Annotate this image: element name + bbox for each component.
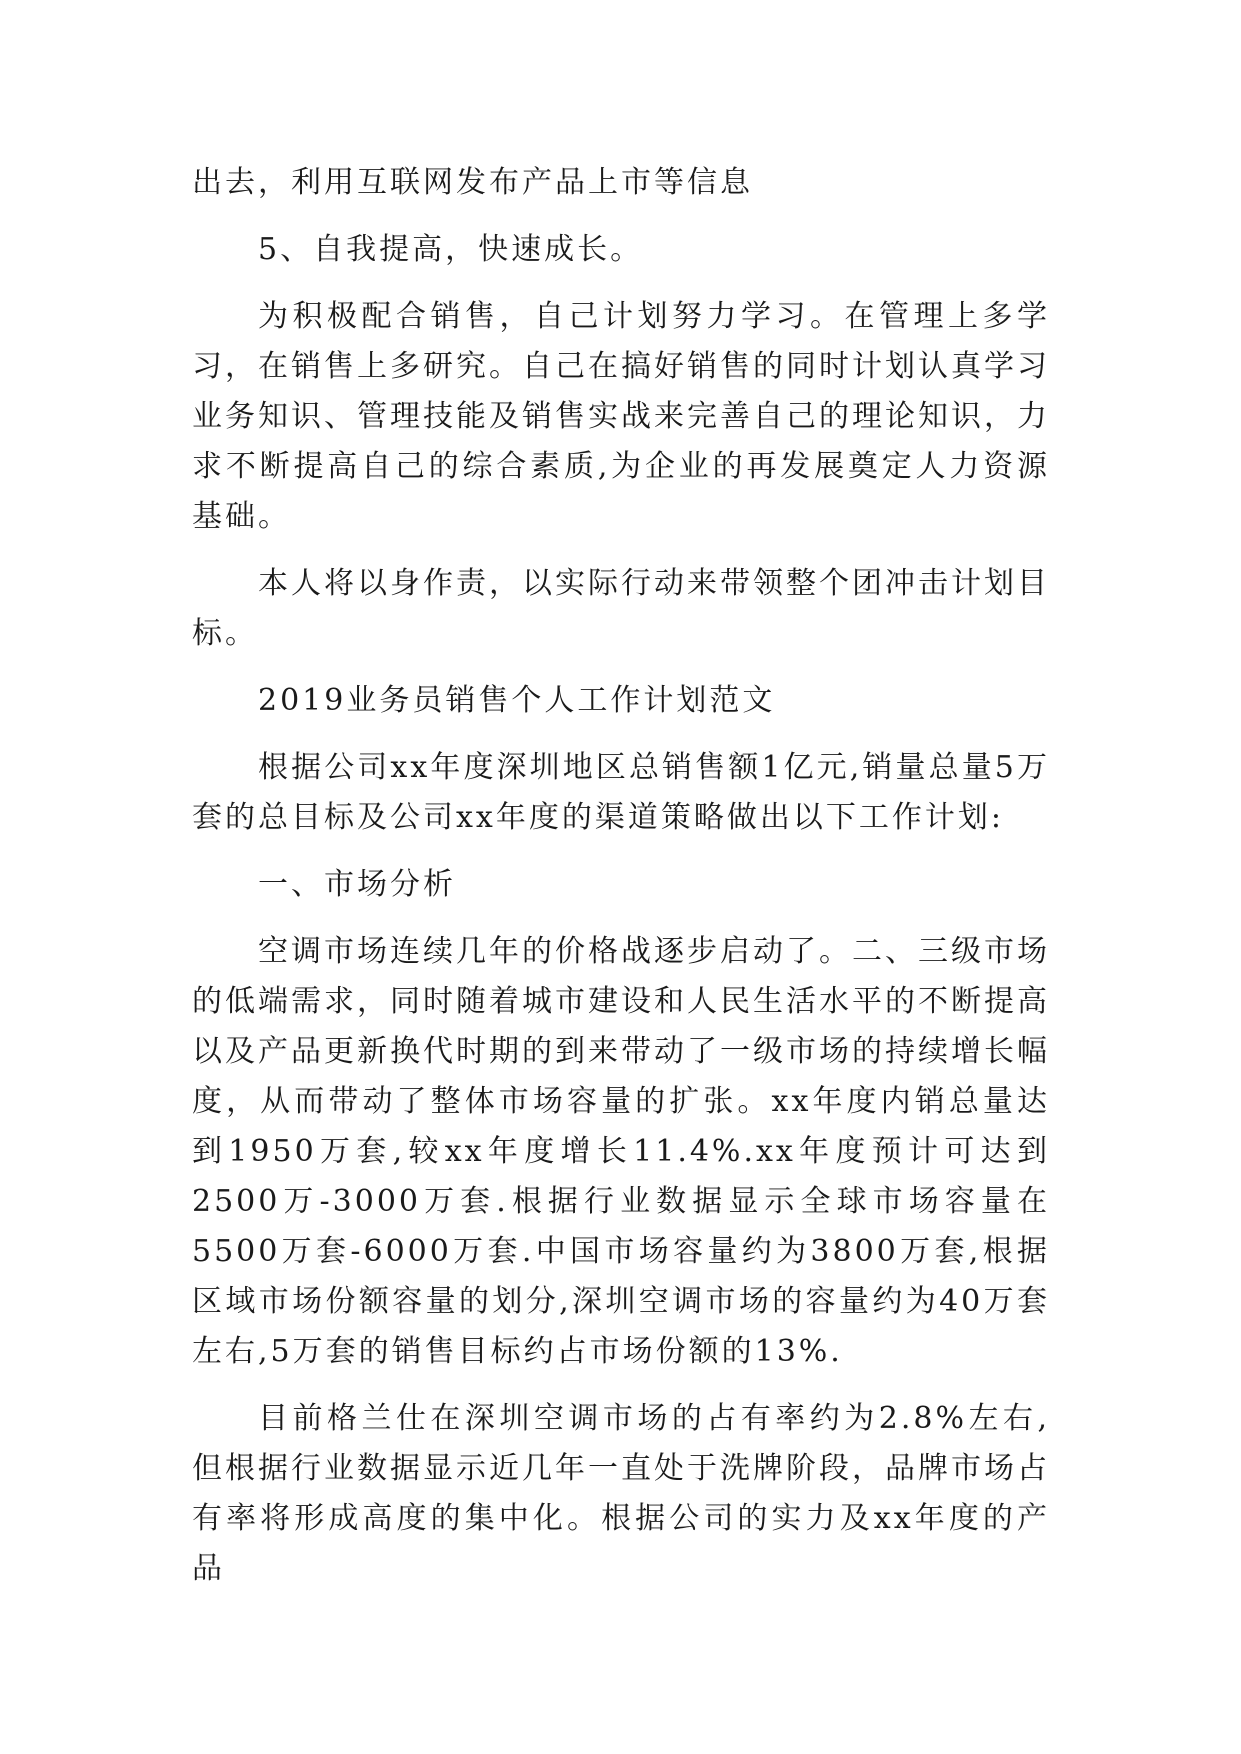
paragraph-commitment: 本人将以身作责，以实际行动来带领整个团冲击计划目标。 [192, 566, 1050, 651]
document-body [192, 158, 1050, 1611]
paragraph-continuation: 出去，利用互联网发布产品上市等信息 [192, 165, 753, 200]
section-heading-market-analysis: 一、市场分析 [258, 867, 456, 902]
paragraph-study-plan: 为积极配合销售，自己计划努力学习。在管理上多学习，在销售上多研究。自己在搞好销售的同时计划认真学习业务知识、管理技能及销售实战来完善自己的理论知识，力求不断提高自己的综合素质,为企业的再发展奠定人力资源基础。 [192, 299, 1050, 534]
paragraph-self-improvement-heading: 5、自我提高，快速成长。 [258, 232, 644, 267]
paragraph-sales-target: 根据公司xx年度深圳地区总销售额1亿元,销量总量5万套的总目标及公司xx年度的渠道策略做出以下工作计划: [192, 750, 1050, 835]
paragraph-market-share: 目前格兰仕在深圳空调市场的占有率约为2.8%左右,但根据行业数据显示近几年一直处于洗牌阶段，品牌市场占有率将形成高度的集中化。根据公司的实力及xx年度的产品 [192, 1401, 1050, 1586]
document-section-title: 2019业务员销售个人工作计划范文 [258, 683, 776, 718]
paragraph-market-overview: 空调市场连续几年的价格战逐步启动了。二、三级市场的低端需求，同时随着城市建设和人民生活水平的不断提高以及产品更新换代时期的到来带动了一级市场的持续增长幅度，从而带动了整体市场容量的扩张。xx年度内销总量达到1950万套,较xx年度增长11.4%.xx年度预计可达到2500万-3000万套.根据行业数据显示全球市场容量在5500万套-6000万套.中国市场容量约为3800万套,根据区域市场份额容量的划分,深圳空调市场的容量约为40万套左右,5万套的销售目标约占市场份额的13%. [192, 934, 1050, 1369]
